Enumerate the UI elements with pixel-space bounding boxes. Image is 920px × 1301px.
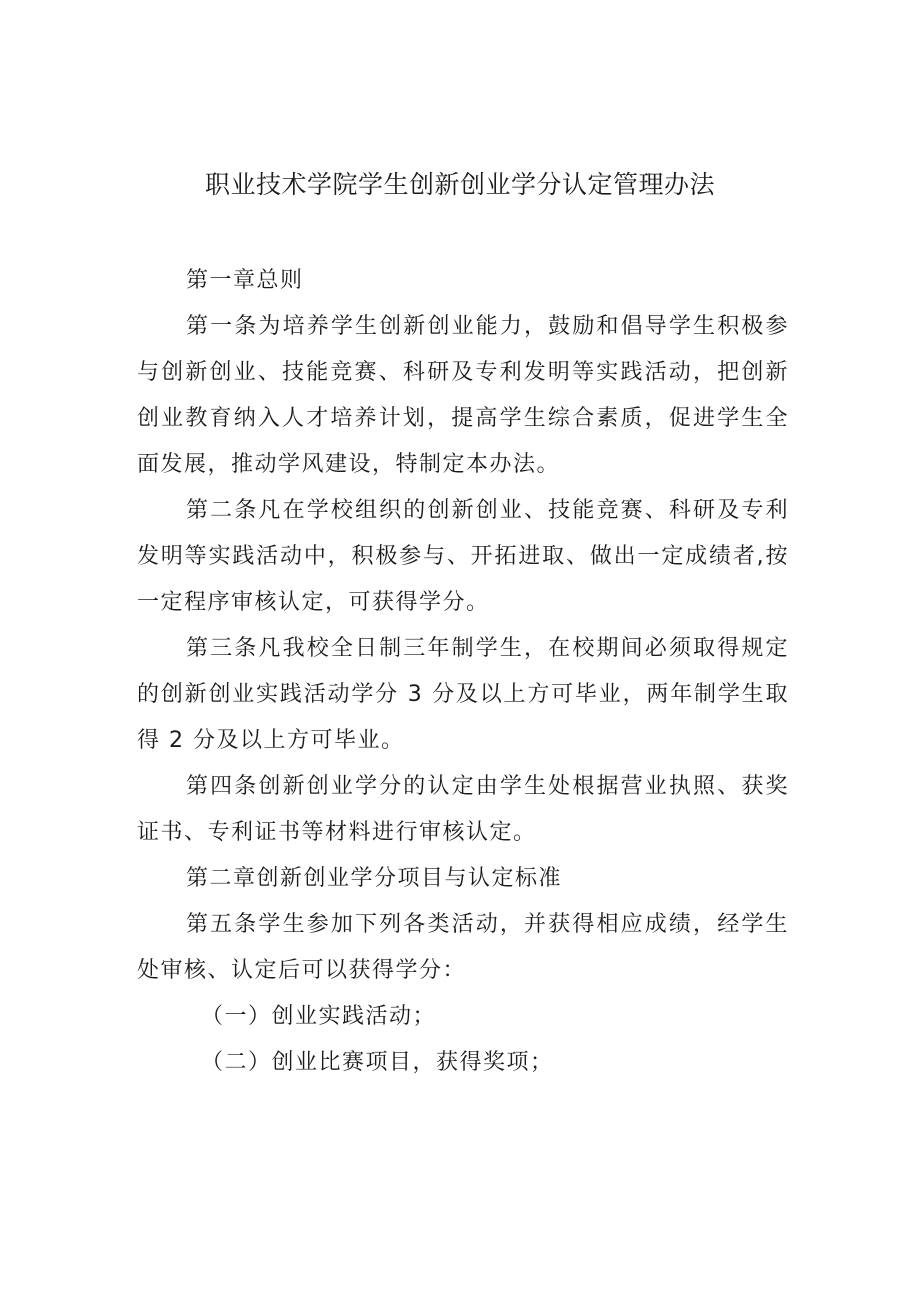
article-paragraph: 第一条为培养学生创新创业能力，鼓励和倡导学生积极参与创新创业、技能竞赛、科研及专利发明等实践活动，把创新创业教育纳入人才培养计划，提高学生综合素质，促进学生全面发展，推动学风建设，特制定本办法。 — [137, 314, 789, 477]
article-paragraph: 第四条创新创业学分的认定由学生处根据营业执照、获奖证书、专利证书等材料进行审核认定。 — [137, 774, 789, 845]
document-body — [137, 258, 789, 1086]
list-item: （一）创业实践活动； — [201, 1004, 437, 1029]
article-paragraph: 第五条学生参加下列各类活动，并获得相应成绩，经学生处审核、认定后可以获得学分： — [137, 912, 789, 983]
chapter-heading: 第二章创新创业学分项目与认定标准 — [186, 866, 563, 891]
article-paragraph: 第三条凡我校全日制三年制学生，在校期间必须取得规定的创新创业实践活动学分 3 分及以上方可毕业，两年制学生取得 2 分及以上方可毕业。 — [137, 636, 789, 753]
document-title: 职业技术学院学生创新创业学分认定管理办法 — [204, 170, 715, 199]
list-item: （二）创业比赛项目，获得奖项； — [201, 1050, 554, 1075]
article-paragraph: 第二条凡在学校组织的创新创业、技能竞赛、科研及专利发明等实践活动中，积极参与、开拓进取、做出一定成绩者,按一定程序审核认定，可获得学分。 — [137, 498, 789, 615]
chapter-heading: 第一章总则 — [186, 268, 304, 293]
